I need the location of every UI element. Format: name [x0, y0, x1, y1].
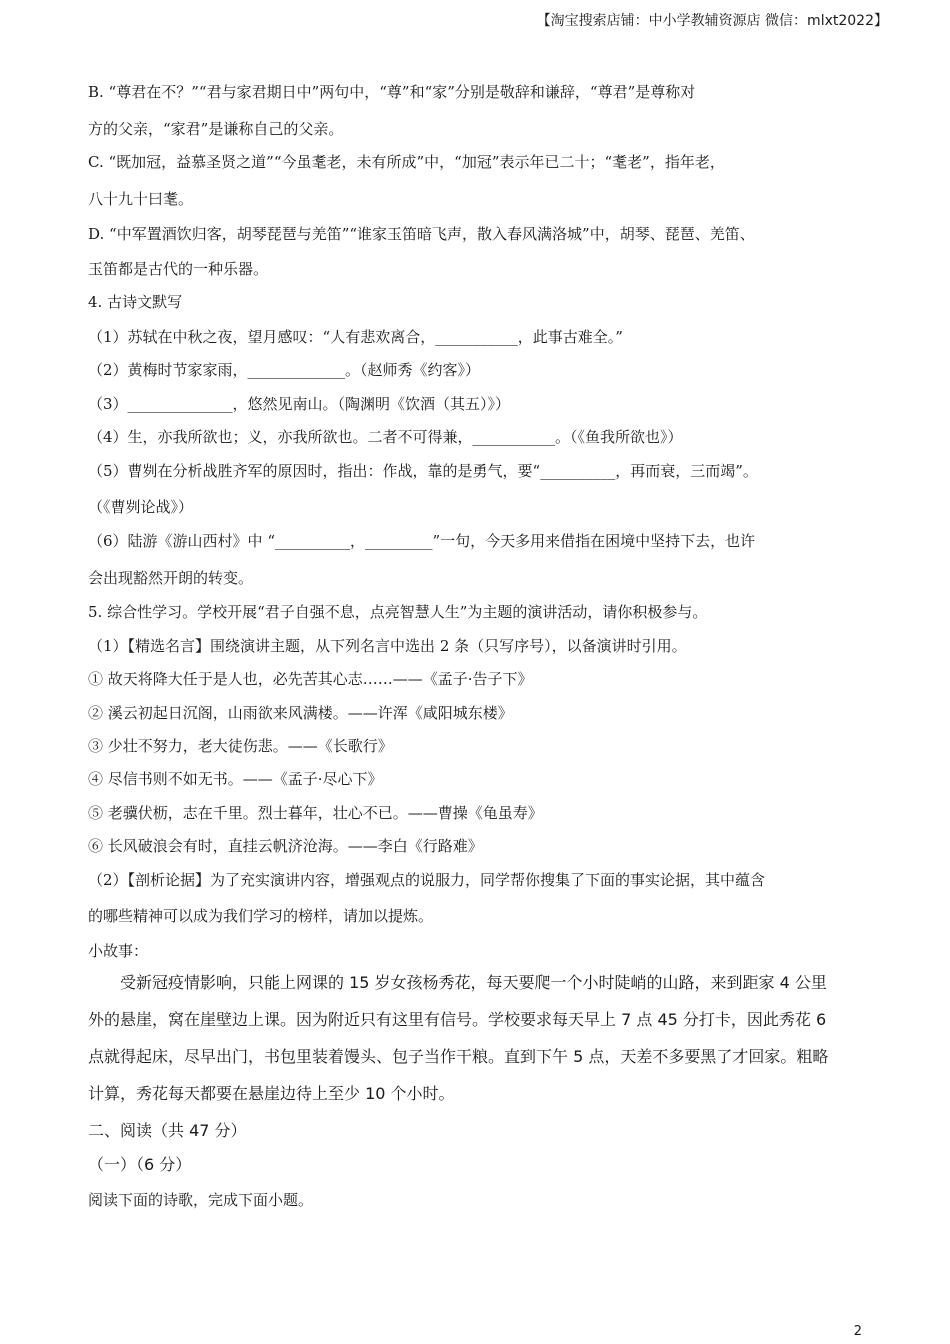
section-title: 二、阅读（共 47 分） [88, 1121, 247, 1140]
story-line-3: 点就得起床，尽早出门，书包里装着馒头、包子当作干粮。直到下午 5 点，天差不多要黑了才回家。粗略 [88, 1047, 829, 1066]
page-header: 【淘宝搜索店铺：中小学教辅资源店 微信：mlxt2022】 [536, 13, 888, 29]
question-4-item-2: （2）黄梅时节家家雨，_____________。（赵师秀《约客》） [88, 361, 481, 379]
section-instruction: 阅读下面的诗歌，完成下面小题。 [88, 1191, 314, 1209]
section-subtitle: （一）（6 分） [88, 1155, 192, 1174]
question-5-title: 5. 综合性学习。学校开展“君子自强不息，点亮智慧人生”为主题的演讲活动，请你积极参与。 [88, 603, 708, 621]
quote-1: ① 故天将降大任于是人也，必先苦其心志……——《孟子·告子下》 [88, 670, 533, 688]
question-5-part-1: （1）【精选名言】围绕演讲主题，从下列名言中选出 2 条（只写序号），以备演讲时引用。 [88, 637, 687, 655]
question-4-title: 4. 古诗文默写 [88, 293, 183, 311]
question-4-item-3: （3）______________，悠然见南山。（陶渊明《饮酒（其五）》） [88, 395, 511, 413]
option-c-line-2: 八十九十曰耄。 [88, 190, 194, 208]
question-4-item-1: （1）苏轼在中秋之夜，望月感叹：“人有悲欢离合，___________，此事古难全。” [88, 328, 623, 346]
option-d-line-1: D. “中军置酒饮归客，胡琴琵琶与羌笛”“谁家玉笛暗飞声，散入春风满洛城”中，胡琴、琵琶、羌笛、 [88, 225, 755, 243]
question-5-part-2-line-1: （2）【剖析论据】为了充实演讲内容，增强观点的说服力，同学帮你搜集了下面的事实论据，其中蕴含 [88, 871, 766, 889]
option-d-line-2: 玉笛都是古代的一种乐器。 [88, 260, 269, 278]
page-number: 2 [853, 1324, 862, 1339]
question-4-item-6-line-2: 会出现豁然开朗的转变。 [88, 569, 254, 587]
question-4-item-5-source: （《曹刿论战》） [88, 498, 194, 516]
quote-4: ④ 尽信书则不如无书。——《孟子·尽心下》 [88, 770, 383, 788]
quote-3: ③ 少壮不努力，老大徒伤悲。——《长歌行》 [88, 737, 393, 755]
story-line-2: 外的悬崖，窝在崖壁边上课。因为附近只有这里有信号。学校要求每天早上 7 点 45 分打卡，因此秀花 6 [88, 1010, 827, 1029]
option-b-line-2: 方的父亲，“家君”是谦称自己的父亲。 [88, 120, 344, 138]
story-line-4: 计算，秀花每天都要在悬崖边待上至少 10 个小时。 [88, 1084, 455, 1103]
question-5-part-2-line-2: 的哪些精神可以成为我们学习的榜样，请加以提炼。 [88, 907, 434, 925]
question-4-item-6-line-1: （6）陆游《游山西村》中 “__________，_________”一句，今天多用来借指在困境中坚持下去，也许 [88, 532, 756, 550]
quote-5: ⑤ 老骥伏枥，志在千里。烈士暮年，壮心不已。——曹操《龟虽寿》 [88, 804, 543, 822]
story-label: 小故事： [88, 942, 149, 960]
question-4-item-5: （5）曹刿在分析战胜齐军的原因时，指出：作战，靠的是勇气，要“__________，再而衰，三而竭”。 [88, 462, 758, 480]
quote-6: ⑥ 长风破浪会有时，直挂云帆济沧海。——李白《行路难》 [88, 837, 483, 855]
quote-2: ② 溪云初起日沉阁，山雨欲来风满楼。——许浑《咸阳城东楼》 [88, 704, 513, 722]
question-4-item-4: （4）生，亦我所欲也；义，亦我所欲也。二者不可得兼，___________。（《鱼我所欲也》） [88, 428, 683, 446]
option-b-line-1: B. “尊君在不？”“君与家君期日中”两句中，“尊”和“家”分别是敬辞和谦辞，“尊君”是尊称对 [88, 83, 696, 101]
story-line-1: 受新冠疫情影响，只能上网课的 15 岁女孩杨秀花，每天要爬一个小时陡峭的山路，来到距家 4 公里 [120, 973, 827, 992]
option-c-line-1: C. “既加冠，益慕圣贤之道”“今虽耄老，未有所成”中，“加冠”表示年已二十；“耄老”，指年老， [88, 153, 725, 171]
